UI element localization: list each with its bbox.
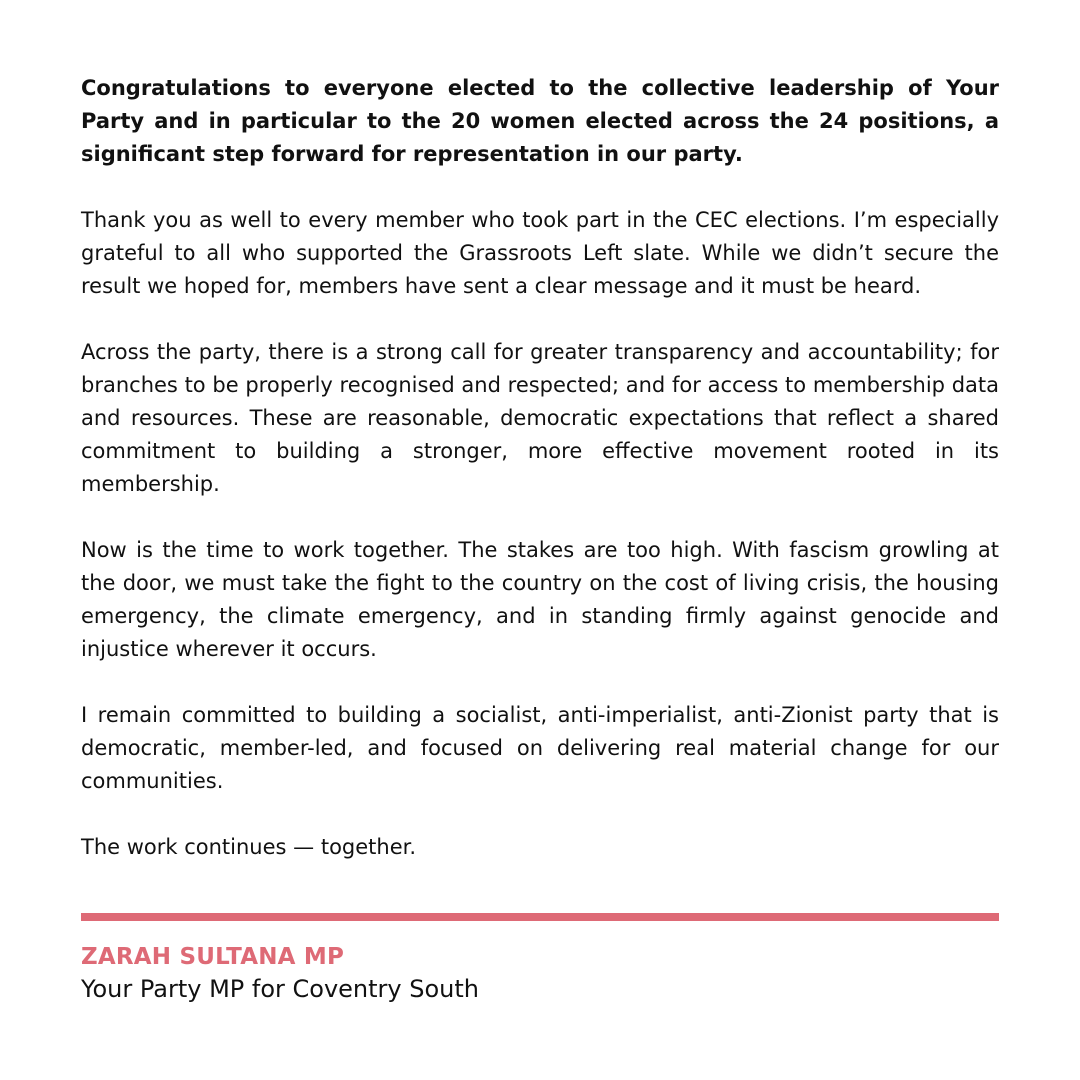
paragraph-congratulations: Congratulations to everyone elected to the collective leadership of Your Party and in particular to the 20 women elected across the 24 positions, a significant step forward for representation in our party. xyxy=(81,76,999,166)
signature-block xyxy=(81,940,479,1004)
paragraph-transparency: Across the party, there is a strong call for greater transparency and accountability; for branches to be properly recognised and respected; and for access to membership data and resources. These are reasonable, democratic expectations that reflect a shared commitment to building a stronger, more effective movement rooted in its membership. xyxy=(81,340,999,496)
statement-body xyxy=(81,72,999,864)
paragraph-commitment: I remain committed to building a socialist, anti-imperialist, anti-Zionist party that is democratic, member-led, and focused on delivering real material change for our communities. xyxy=(81,703,999,793)
accent-divider xyxy=(81,913,999,921)
signature-name: ZARAH SULTANA MP xyxy=(81,944,345,970)
paragraph-thanks: Thank you as well to every member who took part in the CEC elections. I’m especially grateful to all who supported the Grassroots Left slate. While we didn’t secure the result we hoped for, members have sent a clear message and it must be heard. xyxy=(81,208,999,298)
paragraph-work-together: Now is the time to work together. The stakes are too high. With fascism growling at the door, we must take the fight to the country on the cost of living crisis, the housing emergency, the climate emergency, and in standing firmly against genocide and injustice wherever it occurs. xyxy=(81,538,999,661)
signature-title: Your Party MP for Coventry South xyxy=(81,975,479,1003)
paragraph-closing: The work continues — together. xyxy=(81,835,417,859)
